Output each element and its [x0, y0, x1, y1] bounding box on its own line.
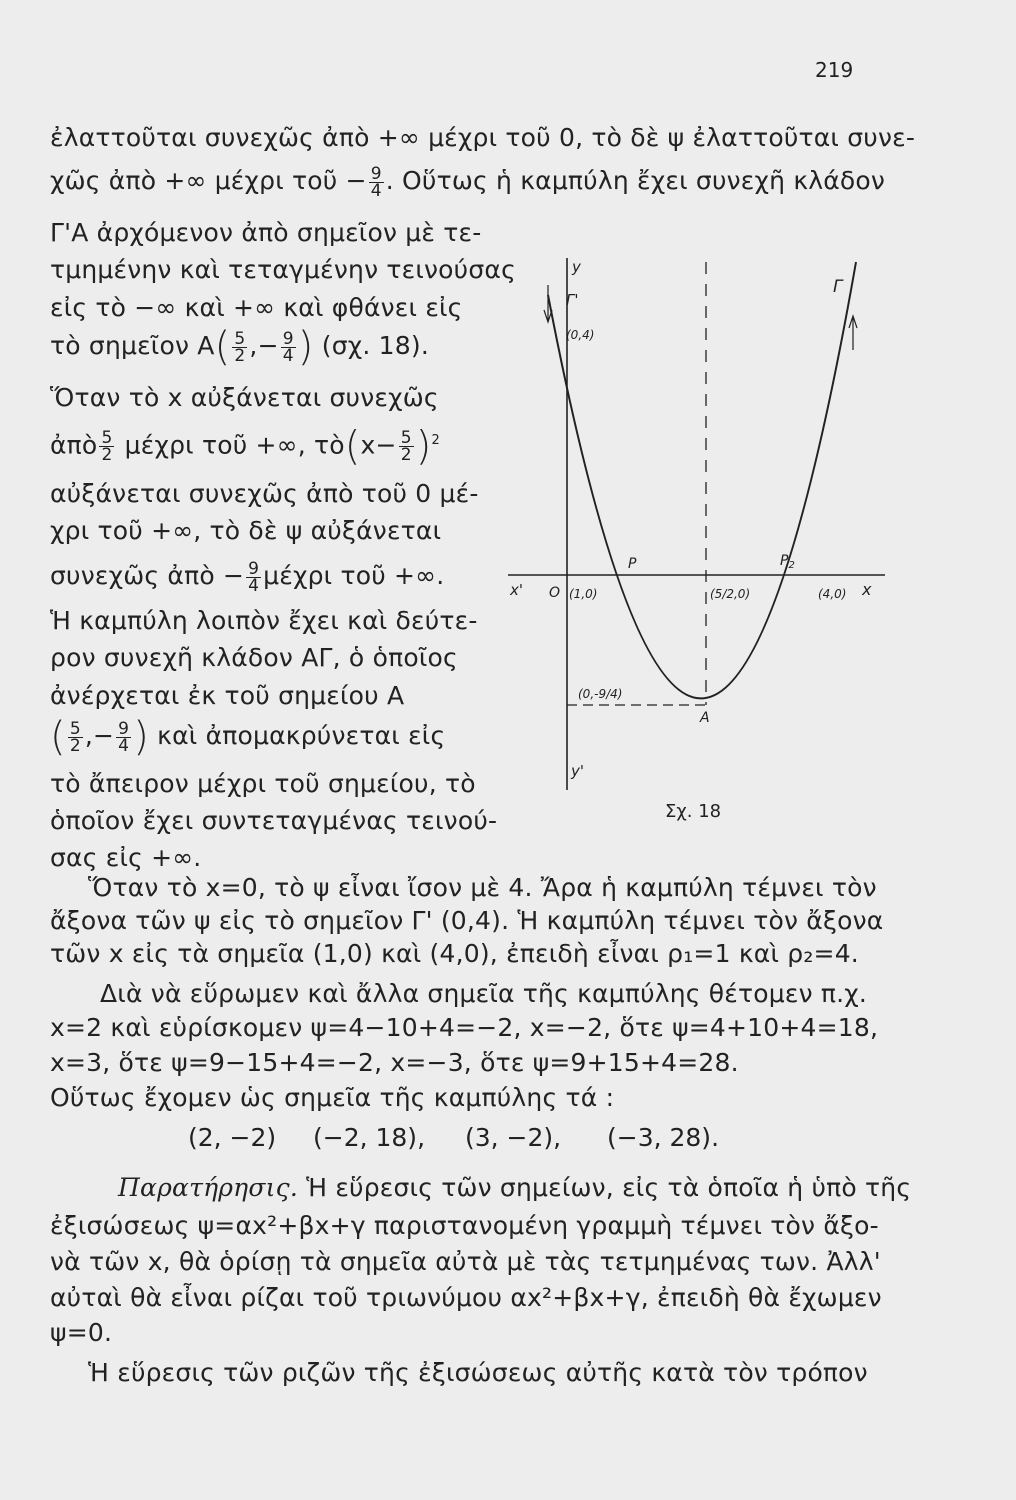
remark-title: Παρατήρησις. — [118, 1173, 298, 1202]
arrow-left — [544, 285, 552, 322]
fraction: $\frac{9}{4}$ — [370, 163, 382, 201]
point-2: (−2, 18), — [313, 1123, 426, 1152]
text-line: ψ=0. — [50, 1318, 113, 1347]
text-line: χρι τοῦ +∞, τὸ δὲ ψ αὐξάνεται — [50, 516, 442, 545]
text-line: Ἡ καμπύλη λοιπὸν ἔχει καὶ δεύτε- — [50, 606, 478, 635]
text-line: Διὰ νὰ εὕρωμεν καὶ ἄλλα σημεῖα τῆς καμπύλης θέτομεν π.χ. — [100, 979, 868, 1008]
parabola-figure — [500, 248, 900, 838]
text-line: τὸ σημεῖον Α( $\frac{5}{2}$ ,− $\frac{9}{4}$ ) (σχ. 18). — [50, 324, 429, 370]
label-p1: P — [628, 556, 637, 572]
text-line: νὰ τῶν x, θὰ ὁρίσῃ τὰ σημεῖα αὐτὰ μὲ τὰς τετμημένας των. Ἀλλ' — [50, 1247, 881, 1276]
label-y: y — [572, 258, 581, 276]
text-line: αὐταὶ θὰ εἶναι ρίζαι τοῦ τριωνύμου αx²+βx+γ, ἐπειδὴ θὰ ἔχωμεν — [50, 1283, 882, 1312]
label-point-0-4: (0,4) — [566, 328, 595, 342]
text-line: ἀνέρχεται ἐκ τοῦ σημείου Α — [50, 681, 405, 710]
label-gamma: Γ — [833, 277, 843, 297]
page-number: 219 — [815, 58, 854, 82]
label-x-prime: x' — [510, 581, 524, 599]
label-gamma-prime: Γ' — [566, 291, 579, 309]
text-line: ὁποῖον ἔχει συντεταγμένας τεινού- — [50, 806, 498, 835]
point-4: (−3, 28). — [607, 1123, 720, 1152]
text-line: σας εἰς +∞. — [50, 843, 202, 872]
label-x: x — [862, 580, 872, 599]
arrow-right — [849, 316, 857, 350]
text-line: τῶν x εἰς τὰ σημεῖα (1,0) καὶ (4,0), ἐπειδὴ εἶναι ρ₁=1 καὶ ρ₂=4. — [50, 939, 859, 968]
label-origin: O — [549, 585, 561, 601]
text-line: Γ'Α ἀρχόμενον ἀπὸ σημεῖον μὲ τε- — [50, 218, 482, 247]
text-line: Ἡ εὕρεσις τῶν ριζῶν τῆς ἐξισώσεως αὐτῆς κατὰ τὸν τρόπον — [88, 1358, 868, 1387]
text-line: ἀπὸ $\frac{5}{2}$ μέχρι τοῦ +∞, τὸ(x− $\frac{5}{2}$ )$^2$ — [50, 423, 441, 470]
point-3: (3, −2), — [465, 1123, 562, 1152]
text-line: x=2 καὶ εὑρίσκομεν ψ=4−10+4=−2, x=−2, ὅτε ψ=4+10+4=18, — [50, 1013, 879, 1042]
point-1: (2, −2) — [188, 1123, 277, 1152]
label-p2: $P_2$ — [780, 553, 795, 571]
label-y-prime: y' — [571, 762, 585, 780]
points-list — [188, 1122, 719, 1154]
text-line: ἐλαττοῦται συνεχῶς ἀπὸ +∞ μέχρι τοῦ 0, τὸ δὲ ψ ἐλαττοῦται συνε- — [50, 123, 916, 152]
text-line: ( $\frac{5}{2}$ ,− $\frac{9}{4}$ ) καὶ ἀπομακρύνεται εἰς — [50, 714, 446, 760]
label-vertex: (0,-9/4) — [578, 687, 623, 701]
label-a: A — [700, 710, 710, 726]
figure-caption: Σχ. 18 — [665, 801, 722, 822]
text-line: Οὕτως ἔχομεν ὡς σημεῖα τῆς καμπύλης τά : — [50, 1083, 615, 1112]
text-line: ἄξονα τῶν ψ εἰς τὸ σημεῖον Γ' (0,4). Ἡ καμπύλη τέμνει τὸν ἄξονα — [50, 906, 884, 935]
text-line: x=3, ὅτε ψ=9−15+4=−2, x=−3, ὅτε ψ=9+15+4=28. — [50, 1048, 739, 1077]
text-line: εἰς τὸ −∞ καὶ +∞ καὶ φθάνει εἰς — [50, 293, 463, 322]
label-point-4-0: (4,0) — [818, 587, 847, 601]
text-line: αὐξάνεται συνεχῶς ἀπὸ τοῦ 0 μέ- — [50, 479, 479, 508]
text-line: συνεχῶς ἀπὸ − $\frac{9}{4}$ μέχρι τοῦ +∞. — [50, 558, 445, 596]
label-point-5-2-0: (5/2,0) — [710, 587, 751, 601]
text-line: Ὅταν τὸ x=0, τὸ ψ εἶναι ἴσον μὲ 4. Ἄρα ἡ καμπύλη τέμνει τὸν — [88, 873, 877, 902]
text-line: ἐξισώσεως ψ=αx²+βx+γ παριστανομένη γραμμὴ τέμνει τὸν ἄξο- — [50, 1211, 879, 1240]
text-line: ρον συνεχῆ κλάδον ΑΓ, ὁ ὁποῖος — [50, 643, 458, 672]
text-line: τὸ ἄπειρον μέχρι τοῦ σημείου, τὸ — [50, 769, 476, 798]
text-line: τμημένην καὶ τεταγμένην τεινούσας — [50, 255, 516, 284]
text-line: χῶς ἀπὸ +∞ μέχρι τοῦ − $\frac{9}{4}$ . Οὕτως ἡ καμπύλη ἔχει συνεχῆ κλάδον — [50, 163, 886, 201]
text-line: Ὅταν τὸ x αὐξάνεται συνεχῶς — [50, 383, 439, 412]
remark-line: Παρατήρησις. Ἡ εὕρεσις τῶν σημείων, εἰς τὰ ὁποῖα ἡ ὑπὸ τῆς — [118, 1173, 912, 1202]
label-point-1-0: (1,0) — [569, 587, 598, 601]
